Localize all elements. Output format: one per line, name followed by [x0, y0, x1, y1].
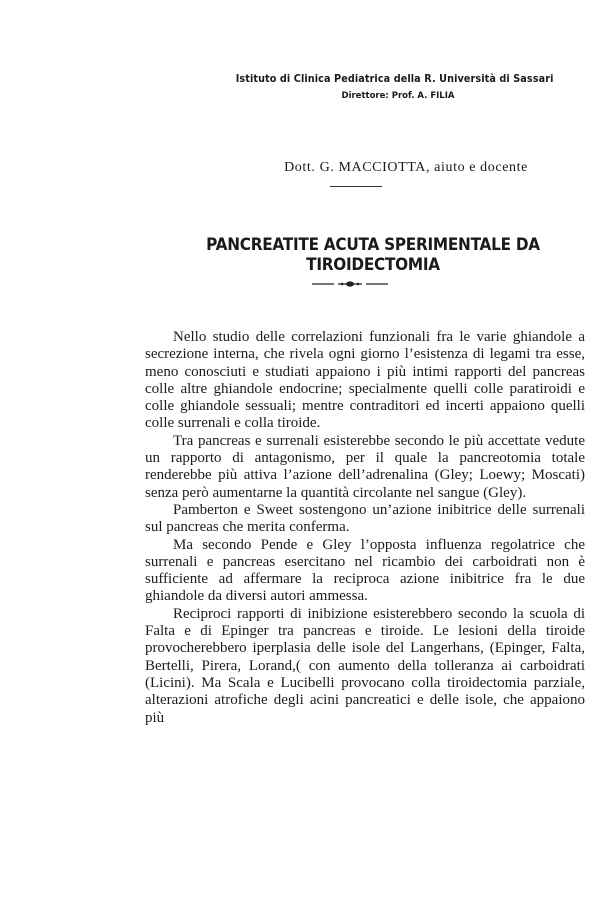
author-line: Dott. G. MACCIOTTA, aiuto e docente [284, 160, 528, 175]
article-body [145, 329, 585, 727]
director-line: Direttore: Prof. A. FILIA [341, 91, 455, 101]
paragraph: Nello studio delle correlazioni funzionali fra le varie ghiandole a secrezione interna, che rivela ogni giorno l’esistenza di legami tra esse, meno conosciuti e studiati appaiono i più intimi rapporti del pancreas colle altre ghiandole endocrine; specialmente quelli colle paratiroidi e colle ghiandole sessuali; mentre contraditori ed incerti appaiono quelli colle surrenali e colla tiroide. [145, 329, 585, 432]
paragraph: Ma secondo Pende e Gley l’opposta influenza regolatrice che surrenali e pancreas esercitano nel ricambio dei carboidrati non è sufficiente ad affermare la reciproca azione inibitrice fra le due ghiandole da diversi autori ammessa. [145, 536, 585, 605]
divider-rule [330, 186, 382, 187]
institute-header: Istituto di Clinica Pediatrica della R. Università di Sassari [235, 73, 554, 85]
paragraph: Tra pancreas e surrenali esisterebbe secondo le più accettate vedute un rapporto di antagonismo, per il quale la pancreotomia totale renderebbe più attiva l’azione dell’adrenalina (Gley; Loewy; Moscati) senza però aumentarne la quantità circolante nel sangue (Gley). [145, 432, 585, 501]
article-title: PANCREATITE ACUTA SPERIMENTALE DA TIROIDECTOMIA [206, 235, 540, 275]
ornament-divider-icon [310, 280, 390, 288]
paragraph: Reciproci rapporti di inibizione esisterebbero secondo la scuola di Falta e di Epinger tra pancreas e tiroide. Le lesioni della tiroide provocherebbero iperplasia delle isole del Langerhans, (Epinger, Falta, Bertelli, Pirera, Lorand,( con aumento della tolleranza ai carboidrati (Licini). Ma Scala e Lucibelli provocano colla tiroidectomia parziale, alterazioni atrofiche degli acini pancreatici e delle isole, che appaiono più [145, 605, 585, 726]
paragraph: Pamberton e Sweet sostengono un’azione inibitrice delle surrenali sul pancreas che merita conferma. [145, 501, 585, 536]
